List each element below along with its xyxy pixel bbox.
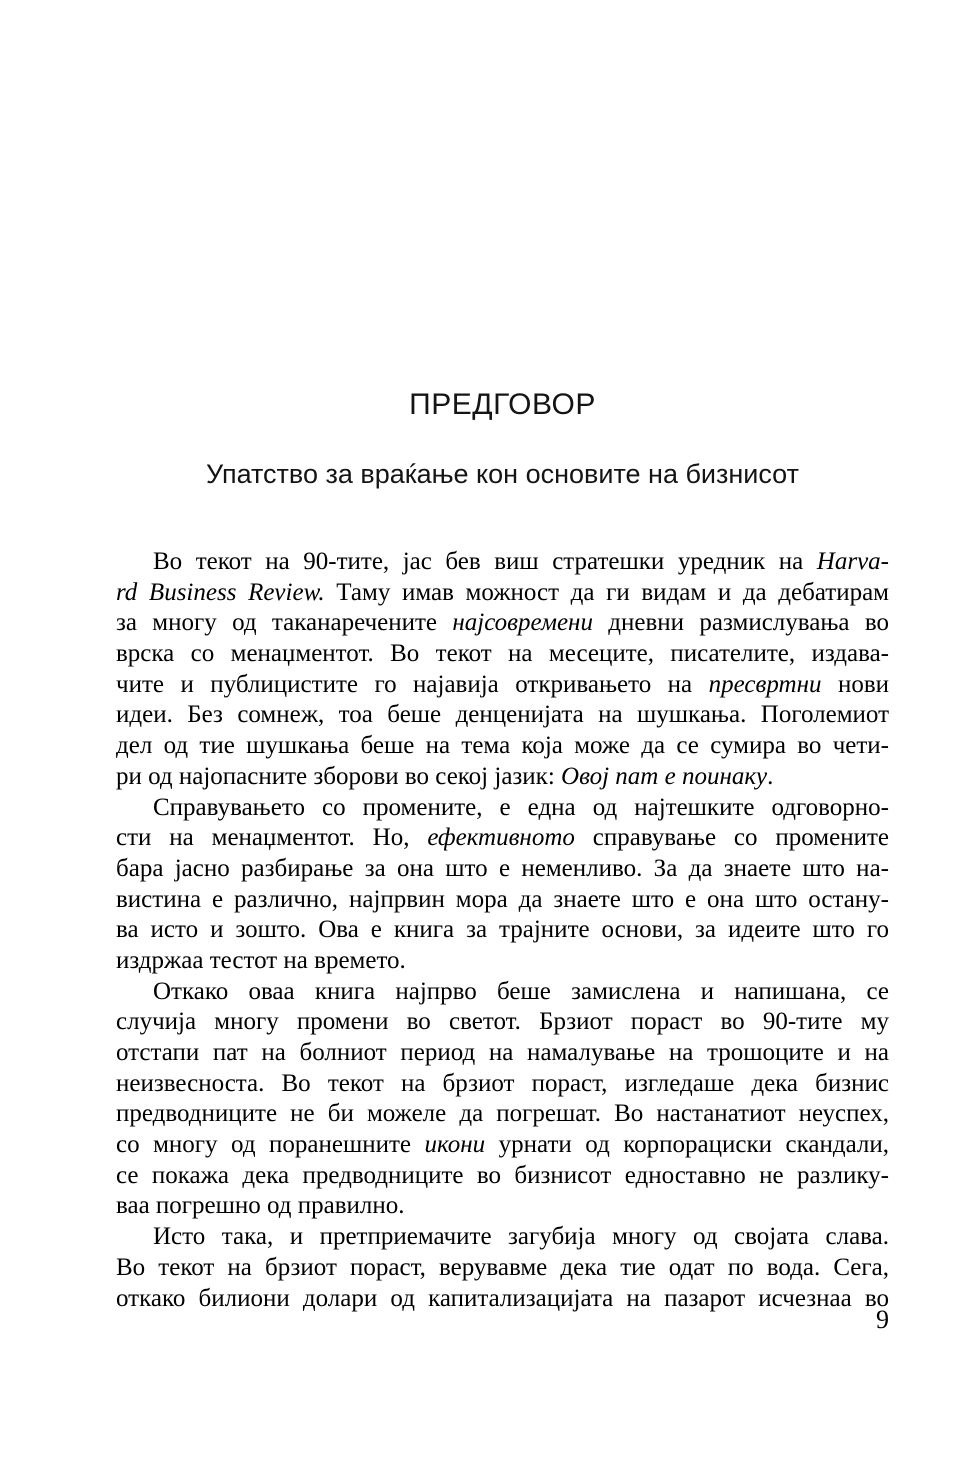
text-run: издржаа тестот на времето. — [116, 946, 406, 974]
body-line — [116, 1099, 889, 1130]
body-line — [116, 977, 889, 1008]
body-line — [116, 1253, 889, 1284]
paragraph — [116, 547, 889, 793]
body-line — [116, 823, 889, 854]
italic-text-run: пресвртни — [708, 670, 822, 698]
text-run: врска со менаџментот. Во текот на месеците, писателите, издава- — [116, 640, 889, 668]
text-run: ваа погрешно од правилно. — [116, 1192, 405, 1220]
paragraph — [116, 1222, 889, 1314]
italic-text-run: Harva- — [816, 548, 889, 575]
text-run: Во текот на 90-тите, јас бев виш стратешки уредник на — [153, 548, 817, 575]
body-line — [116, 1130, 889, 1161]
text-run: Исто така, и претприемачите загубија многу од својата слава. — [153, 1223, 889, 1251]
text-run: чите и публицистите го најавија откривањето на — [116, 670, 709, 698]
text-run: се покажа дека предводниците во бизнисот едноставно не разлику- — [116, 1161, 889, 1189]
body-line — [116, 1069, 889, 1100]
body-line — [116, 854, 889, 885]
body-line — [116, 946, 889, 977]
text-run: . — [767, 762, 774, 790]
text-run: отстапи пат на болниот период на намалување на трошоците и на — [116, 1039, 889, 1066]
body-line — [116, 1038, 889, 1069]
italic-text-run: rd Business Review. — [116, 578, 325, 606]
text-run: ри од најопасните зборови во секој јазик: — [116, 762, 562, 790]
page-number: 9 — [876, 1305, 889, 1334]
body-line — [116, 1191, 889, 1222]
body-line — [116, 700, 889, 731]
page-title: ПРЕДГОВОР — [409, 388, 596, 421]
body-line — [116, 731, 889, 762]
body-line — [116, 762, 889, 793]
paragraph — [116, 977, 889, 1223]
text-run: Во текот на брзиот пораст, верувавме дека тие одат по вода. Сега, — [116, 1253, 889, 1281]
text-run: сти на менаџментот. Но, — [116, 824, 428, 852]
paragraph — [116, 793, 889, 977]
text-run: бара јасно разбирање за она што е неменливо. За да знаете што на- — [116, 854, 889, 882]
body-line — [116, 915, 889, 946]
text-run: Откако оваа книга најпрво беше замислена и напишана, се — [153, 977, 889, 1005]
body-line — [116, 1007, 889, 1038]
italic-text-run: икони — [424, 1131, 486, 1159]
text-run: откако билиони долари од капитализацијата на пазарот исчезнаа во — [116, 1284, 889, 1312]
body-line — [116, 608, 889, 639]
text-run: справување со промените — [574, 824, 889, 852]
text-run: идеи. Без сомнеж, тоа беше денценијата на шушкања. Поголемиот — [116, 701, 889, 729]
text-run: со многу од поранешните — [116, 1131, 425, 1159]
body-line — [116, 670, 889, 701]
body-line — [116, 639, 889, 670]
text-run: дел од тие шушкања беше на тема која може да се сумира во чети- — [116, 732, 889, 760]
body-line — [116, 793, 889, 824]
text-run: неизвесноста. Во текот на брзиот пораст, изгледаше дека бизнис — [116, 1069, 889, 1097]
italic-text-run: Овој пат е поинаку — [561, 762, 768, 790]
body-line — [116, 885, 889, 916]
text-run: случија многу промени во светот. Брзиот пораст во 90-тите му — [116, 1008, 889, 1036]
text-run: за многу од таканаречените — [116, 609, 453, 637]
text-run: дневни размислувања во — [592, 609, 889, 637]
body-line — [116, 578, 889, 609]
body-line — [116, 1222, 889, 1253]
text-run: вистина е различно, најпрвин мора да знаете што е она што остану- — [116, 885, 889, 913]
text-run: ва исто и зошто. Ова е книга за трајните основи, за идеите што го — [116, 916, 889, 944]
page-subtitle: Упатство за враќање кон основите на бизнисот — [206, 459, 799, 489]
text-run: Справувањето со промените, е една од најтешките одговорно- — [153, 793, 889, 821]
text-run: Таму имав можност да ги видам и да дебатирам — [324, 578, 889, 606]
italic-text-run: ефективното — [427, 824, 575, 852]
body-text — [116, 547, 889, 1314]
text-run: нови — [821, 670, 889, 698]
text-run: урнати од корпорациски скандали, — [485, 1131, 889, 1159]
text-run: предводниците не би можеле да погрешат. Во настанатиот неуспех, — [116, 1100, 889, 1128]
body-line — [116, 1161, 889, 1192]
italic-text-run: најсовремени — [452, 609, 593, 637]
body-line — [116, 547, 889, 578]
